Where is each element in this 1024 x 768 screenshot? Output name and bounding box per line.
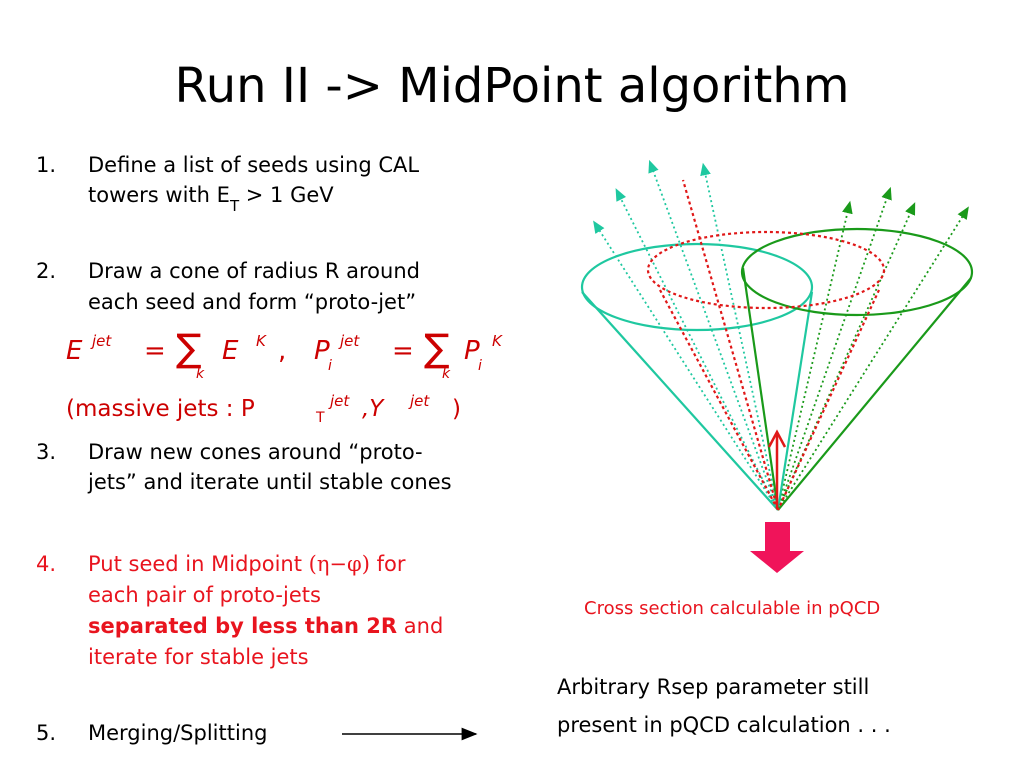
rsep-note-line: present in pQCD calculation . . . <box>557 713 891 737</box>
green-cone-side <box>778 278 971 510</box>
item-text-fragment: Put seed in Midpoint <box>88 552 309 576</box>
green-cone-rim <box>742 229 972 315</box>
formula-superscript: K <box>492 332 502 350</box>
formula-subscript: i <box>478 358 482 374</box>
formula-superscript: jet <box>410 392 430 410</box>
midpoint-cone-rim <box>648 232 884 308</box>
teal-ray-1 <box>596 225 778 510</box>
formula-symbol: = <box>392 336 414 366</box>
green-particle-rays <box>778 192 966 510</box>
down-arrow-icon <box>750 522 804 573</box>
formula-superscript: K <box>256 332 266 350</box>
formula-text: ,Y <box>362 396 384 422</box>
midpoint-cone-side <box>778 290 879 510</box>
item-number: 3. <box>36 440 57 464</box>
formula-text: (massive jets : P <box>66 396 255 422</box>
item-text-fragment: and <box>397 614 444 638</box>
formula-subscript: k <box>196 366 205 382</box>
formula-subscript: i <box>328 358 332 374</box>
midpoint-ray <box>683 180 778 510</box>
green-ray-1 <box>778 206 849 510</box>
subscript-t: T <box>229 197 240 215</box>
emphasis-text: separated by less than 2R <box>88 614 398 638</box>
formula-superscript: jet <box>92 332 112 350</box>
item-text-line: iterate for stable jets <box>88 645 309 669</box>
item-text-fragment: towers with E <box>88 183 230 207</box>
formula-text: ) <box>452 396 461 422</box>
item-text-line: Draw new cones around “proto- <box>88 440 423 464</box>
formula-symbol: P <box>464 336 480 366</box>
item-text-line: Define a list of seeds using CAL <box>88 153 420 177</box>
formula-symbol: ∑ <box>176 326 202 370</box>
formula-symbol: ∑ <box>424 326 450 370</box>
pqcd-caption: Cross section calculable in pQCD <box>584 598 881 619</box>
teal-ray-4 <box>704 168 778 510</box>
slide-title: Run II -> MidPoint algorithm <box>174 58 850 114</box>
item-number: 5. <box>36 721 57 745</box>
item-number: 1. <box>36 153 57 177</box>
formula-symbol: = <box>144 336 166 366</box>
formula-subscript: k <box>442 366 451 382</box>
green-ray-4 <box>778 211 966 510</box>
item-text-line: each seed and form “proto-jet” <box>88 290 417 314</box>
rsep-note-line: Arbitrary Rsep parameter still <box>557 675 870 699</box>
item-text-line: jets” and iterate until stable cones <box>88 470 452 494</box>
formula-superscript: jet <box>330 392 350 410</box>
green-ray-2 <box>778 192 889 510</box>
item-text-fragment: > 1 GeV <box>239 183 334 207</box>
teal-cone-rim <box>582 244 812 330</box>
formula-subscript: T <box>316 410 325 426</box>
item-text-line: Draw a cone of radius R around <box>88 259 420 283</box>
formula-superscript: jet <box>340 332 360 350</box>
formula-symbol: E <box>66 336 83 366</box>
item-text-fragment: for <box>369 552 406 576</box>
item-number: 4. <box>36 552 57 576</box>
formula-symbol: E <box>222 336 239 366</box>
item-text-line: Merging/Splitting <box>88 721 268 745</box>
formula-symbol: P <box>314 336 330 366</box>
formula-symbol: , <box>278 336 287 366</box>
teal-cone-side <box>778 292 812 510</box>
item-number: 2. <box>36 259 57 283</box>
eta-phi-symbol: (η−φ) <box>308 552 370 576</box>
item-text-line: each pair of proto-jets <box>88 583 321 607</box>
